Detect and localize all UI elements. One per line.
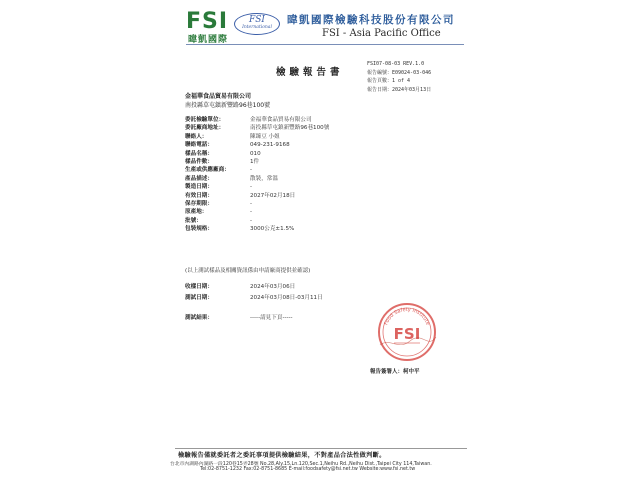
- footer-disclaimer: 檢驗報告僅就委託者之委託事項提供檢驗結果，不對產品合法性做判斷。: [178, 452, 386, 459]
- receive-date-row: [185, 283, 405, 291]
- sample-field-value: -: [250, 209, 253, 216]
- sample-field-value: 049-231-9168: [250, 142, 290, 149]
- sample-field-label: 樣品名稱：: [185, 150, 213, 157]
- sample-field-value: 3000公克±1.5%: [250, 226, 295, 233]
- sample-field-value: 散裝，常溫: [250, 175, 278, 182]
- sample-field-label: 聯絡人：: [185, 133, 208, 140]
- test-date-label: 測試日期：: [185, 295, 213, 301]
- fsi-international-oval-logo: [234, 13, 280, 35]
- sample-field-label: 樣品件數：: [185, 158, 213, 165]
- sample-field-value: 南投縣草屯鎮新豐路96巷100號: [250, 125, 330, 132]
- sample-field-label: 委託檢驗單位：: [185, 117, 225, 123]
- sample-field-label: 產品描述：: [185, 175, 213, 182]
- test-date-row: [185, 294, 405, 302]
- fsi-logo: FSI: [186, 9, 229, 34]
- ref-report-date: 報告日期：2024年03月13日: [367, 86, 432, 93]
- sample-field-value: -: [250, 184, 253, 191]
- header-divider: [186, 44, 464, 45]
- sample-field-value: -: [250, 217, 253, 224]
- logo-chinese-name: 暐凱國際: [188, 35, 229, 45]
- ref-page-count: 報告頁數：1 of 4: [367, 78, 411, 84]
- sample-info-note: (以上測試樣品及相關資訊係由申請廠商提供並確認): [185, 268, 311, 274]
- report-title: 檢驗報告書: [276, 67, 344, 78]
- footer-divider: [175, 448, 467, 449]
- company-name-chinese: 暐凱國際檢驗科技股份有限公司: [287, 14, 455, 26]
- sample-field-value: 陳臻豆 小姐: [250, 133, 280, 140]
- oval-logo-subtitle: International: [242, 25, 272, 30]
- sample-field-label: 包裝規格：: [185, 226, 213, 233]
- footer-contact: Tel:02-8751-1232 Fax:02-8751-8685 E-mail:foodsafety@fsi.net.tw Website:www.fsi.net.tw: [200, 467, 416, 472]
- test-result-label: 測試結果：: [185, 315, 213, 321]
- report-reference-block: [367, 60, 431, 94]
- sample-field-label: 有效日期：: [185, 192, 213, 199]
- oval-logo-title: FSI: [249, 15, 265, 25]
- client-name: 金福華食品貿易有限公司: [185, 93, 252, 100]
- sample-field-value: 1件: [250, 158, 260, 165]
- sample-field-value: 010: [250, 150, 261, 157]
- test-date-value: 2024年03月08日-03月11日: [250, 295, 323, 301]
- test-result-row: [185, 314, 405, 322]
- client-address: 南投縣草屯鎮新豐路96巷100號: [185, 102, 271, 109]
- receive-date-label: 收樣日期：: [185, 284, 213, 290]
- sample-field-value: 2027年02月18日: [250, 192, 296, 199]
- sample-field-label: 原產地：: [185, 209, 208, 216]
- letterhead: [0, 0, 640, 46]
- sample-field-value: -: [250, 200, 253, 207]
- sample-field-label: 保存期限：: [185, 200, 213, 207]
- company-name-english: FSI - Asia Pacific Office: [322, 28, 441, 39]
- footer-address: 台北市內湖路內湖路一段120巷15弄28號 No.28,Aly.15,Ln.120,Sec.1,Neihu Rd.,Neihu Dist.,Taipei City 114,Taiwan.: [170, 462, 432, 467]
- fsi-seal-stamp: [376, 301, 438, 363]
- ref-report-number: 報告編號：E09024-03-046: [367, 69, 432, 76]
- sample-field-label: 聯絡電話：: [185, 142, 213, 149]
- seal-graphic: [376, 301, 438, 363]
- report-signer: 報告簽署人：柯中平: [370, 369, 420, 375]
- seal-center-text: FSI: [393, 325, 421, 343]
- seal-arc-text: Food Safety Institute: [383, 306, 431, 327]
- client-block: [185, 92, 270, 110]
- sample-field-value: 金福華食品貿易有限公司: [250, 117, 312, 123]
- sample-field-label: 生產或供應廠商：: [185, 167, 230, 174]
- sample-field-label: 委託廠商地址：: [185, 125, 225, 132]
- sample-field-label: 批號：: [185, 217, 202, 224]
- ref-form-number: FSI07-08-03 REV.1.0: [367, 61, 425, 67]
- test-result-value: -----請見下頁-----: [250, 315, 293, 321]
- sample-field-value: -: [250, 167, 253, 174]
- sample-field-label: 製造日期：: [185, 184, 213, 191]
- receive-date-value: 2024年03月06日: [250, 284, 296, 290]
